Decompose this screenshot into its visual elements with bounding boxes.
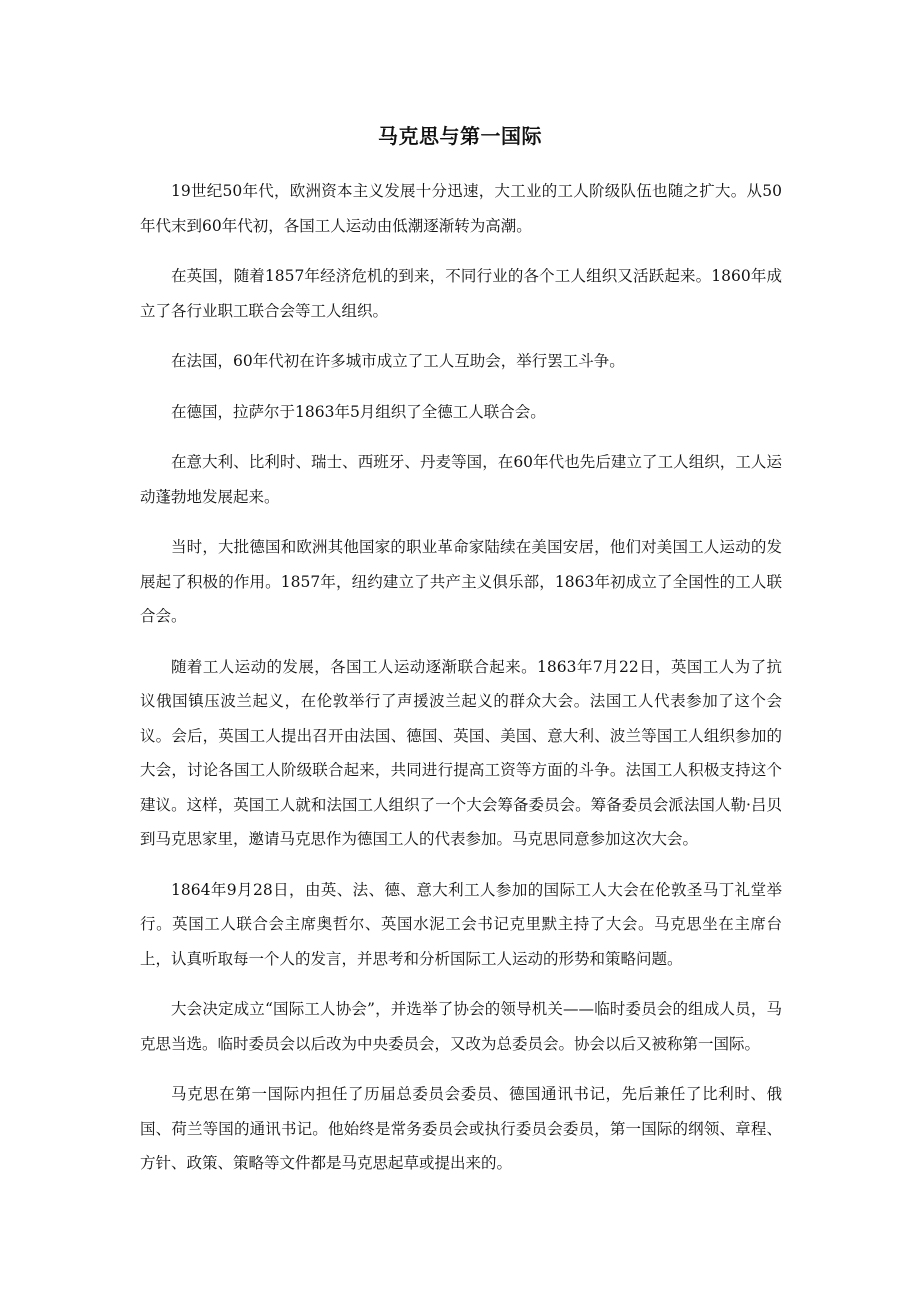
document-body xyxy=(140,174,782,1197)
paragraph-4: 在德国，拉萨尔于1863年5月组织了全德工人联合会。 xyxy=(171,402,546,421)
paragraph-3: 在法国，60年代初在许多城市成立了工人互助会，举行罢工斗争。 xyxy=(171,352,625,370)
paragraph-7: 随着工人运动的发展，各国工人运动逐渐联合起来。1863年7月22日，英国工人为了抗议俄国镇压波兰起义，在伦敦举行了声援波兰起义的群众大会。法国工人代表参加了这个会议。会后，英国工人提出召开由法国、德国、英国、美国、意大利、波兰等国工人组织参加的大会，讨论各国工人阶级联合起来，共同进行提高工资等方面的斗争。法国工人积极支持这个建议。这样，英国工人就和法国工人组织了一个大会筹备委员会。筹备委员会派法国人勒·吕贝到马克思家里，邀请马克思作为德国工人的代表参加。马克思同意参加这次大会。 xyxy=(140,657,782,848)
paragraph-1: 19世纪50年代，欧洲资本主义发展十分迅速，大工业的工人阶级队伍也随之扩大。从50年代末到60年代初，各国工人运动由低潮逐渐转为高潮。 xyxy=(140,182,782,235)
document-title: 马克思与第一国际 xyxy=(378,124,542,148)
paragraph-8: 1864年9月28日，由英、法、德、意大利工人参加的国际工人大会在伦敦圣马丁礼堂举行。英国工人联合会主席奥哲尔、英国水泥工会书记克里默主持了大会。马克思坐在主席台上，认真听取每一个人的发言，并思考和分析国际工人运动的形势和策略问题。 xyxy=(140,880,782,968)
paragraph-6: 当时，大批德国和欧洲其他国家的职业革命家陆续在美国安居，他们对美国工人运动的发展起了积极的作用。1857年，纽约建立了共产主义俱乐部，1863年初成立了全国性的工人联合会。 xyxy=(140,538,782,625)
paragraph-5: 在意大利、比利时、瑞士、西班牙、丹麦等国，在60年代也先后建立了工人组织，工人运动蓬勃地发展起来。 xyxy=(140,453,782,506)
paragraph-10: 马克思在第一国际内担任了历届总委员会委员、德国通讯书记，先后兼任了比利时、俄国、荷兰等国的通讯书记。他始终是常务委员会或执行委员会委员，第一国际的纲领、章程、方针、政策、策略等文件都是马克思起草或提出来的。 xyxy=(140,1085,782,1172)
paragraph-2: 在英国，随着1857年经济危机的到来，不同行业的各个工人组织又活跃起来。1860年成立了各行业职工联合会等工人组织。 xyxy=(140,267,782,320)
paragraph-9: 大会决定成立“国际工人协会”，并选举了协会的领导机关——临时委员会的组成人员，马克思当选。临时委员会以后改为中央委员会，又改为总委员会。协会以后又被称第一国际。 xyxy=(140,1000,782,1053)
